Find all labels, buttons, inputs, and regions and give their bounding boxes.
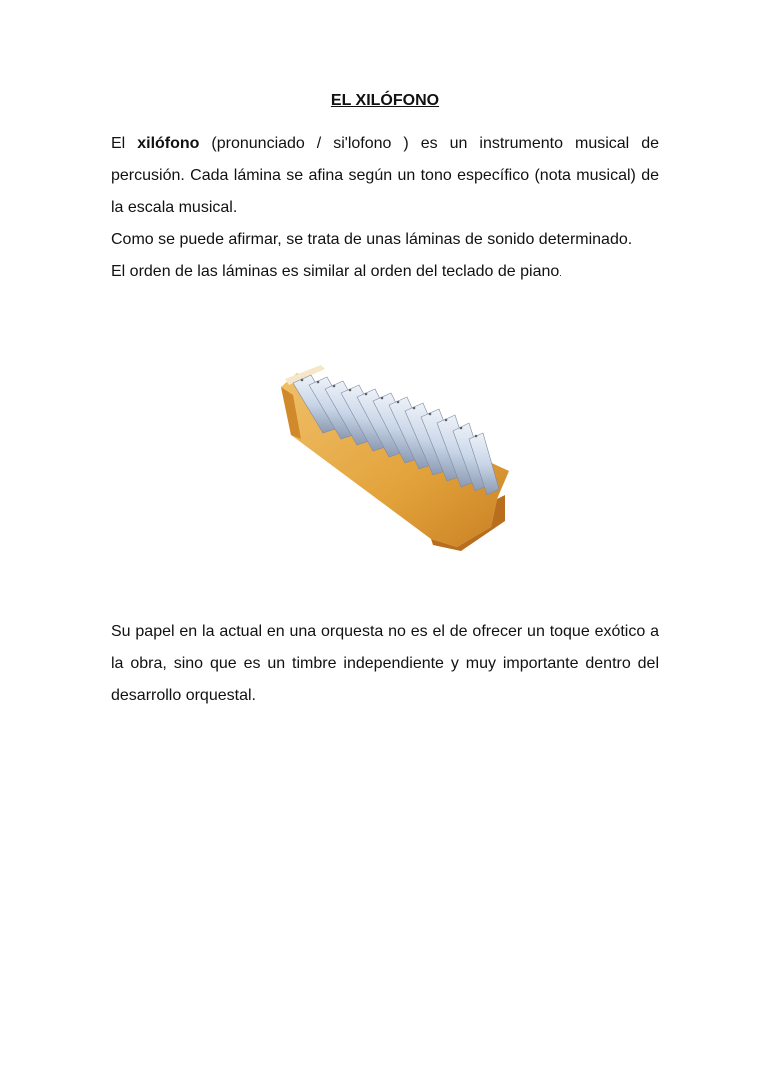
paragraph-3-trailing: . (559, 268, 562, 278)
intro-lead: El (111, 135, 138, 152)
document-page (111, 0, 659, 1087)
paragraph-intro (111, 128, 659, 224)
intro-section (111, 128, 659, 289)
paragraph-3-text: El orden de las láminas es similar al orden del teclado de piano (111, 263, 560, 280)
closing-section (111, 616, 659, 712)
xylophone-image (271, 343, 517, 559)
intro-rest: (pronunciado / si'lofono ) es un instrumento musical de percusión. Cada lámina se afina según un tono específico (nota musical) de la escala musical. (111, 135, 660, 216)
document-title: EL XILÓFONO (330, 92, 440, 109)
paragraph-3 (111, 256, 659, 289)
paragraph-4: Su papel en la actual en una orquesta no es el de ofrecer un toque exótico a la obra, sino que es un timbre independiente y muy importante dentro del desarrollo orquestal. (111, 623, 659, 704)
bold-term: xilófono (137, 135, 200, 152)
paragraph-2: Como se puede afirmar, se trata de unas láminas de sonido determinado. (111, 231, 633, 248)
xylophone-illustration-icon (271, 343, 517, 559)
